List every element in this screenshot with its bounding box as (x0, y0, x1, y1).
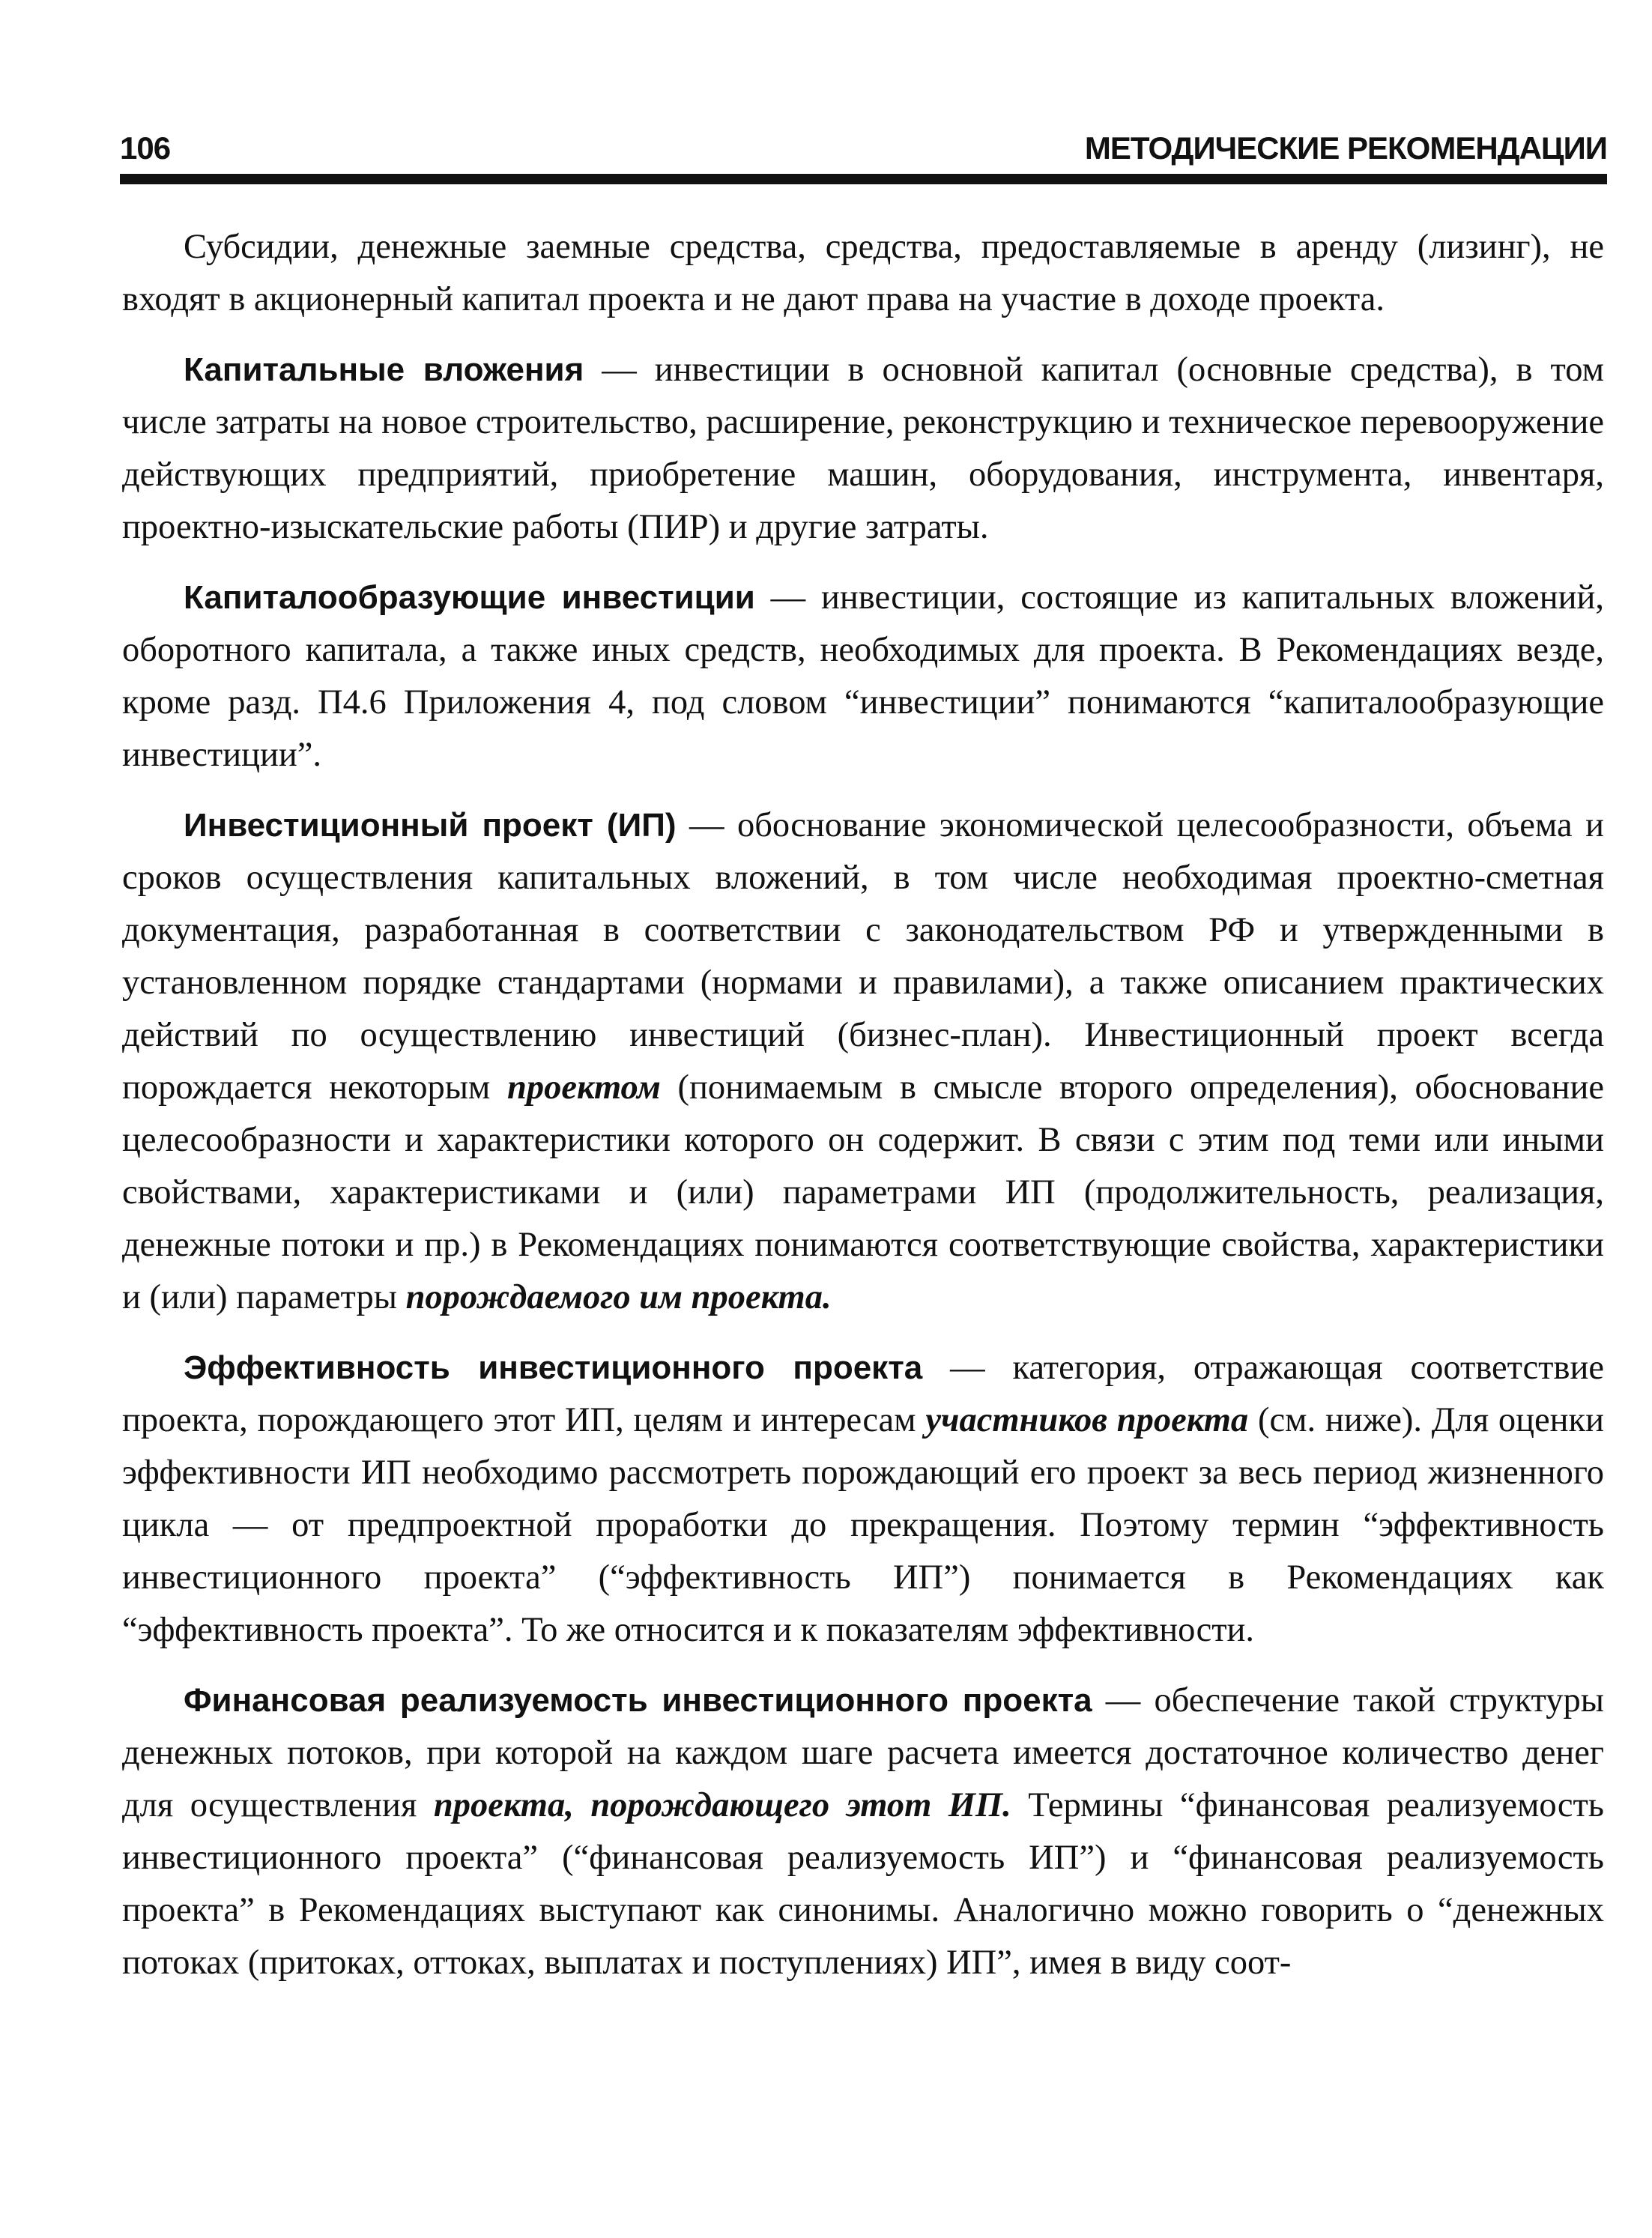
paragraph-text: — обеспечение такой структуры денежных потоков, при которой на каждом шаге расчета имеется достаточное количество денег для осуществления (122, 1681, 1604, 1824)
page-number: 106 (120, 130, 171, 166)
paragraph-text: (понимаемым в смысле второго определения), обоснование целесообразности и характеристики которого он содержит. В связи с этим под теми или иными свойствами, характеристиками и (или) параметрами ИП (продолжительность, реализация, денежные потоки и пр.) в Рекомендациях понимаются соответствующие свойства, характеристики и (или) параметры (122, 1068, 1604, 1316)
emphasized-text: участников проекта (925, 1401, 1249, 1439)
defined-term: Финансовая реализуемость инвестиционного проекта (184, 1682, 1092, 1719)
defined-term: Капитальные вложения (184, 351, 584, 388)
paragraph (122, 1675, 1604, 1989)
defined-term: Инвестиционный проект (ИП) (184, 807, 677, 844)
paragraph (122, 1342, 1604, 1657)
emphasized-text: порождаемого им проекта. (405, 1278, 832, 1316)
paragraph-text: — обоснование экономической целесообразности, объема и сроков осуществления капитальных вложений, в том числе необходимая проектно-сметная документация, разработанная в соответствии с законодательством РФ и утвержденными в установленном порядке стандартами (нормами и правилами), а также описанием практических действий по осуществлению инвестиций (бизнес-план). Инвестиционный проект всегда порождается некоторым (122, 806, 1604, 1107)
paragraph (122, 572, 1604, 781)
paragraph (122, 799, 1604, 1324)
paragraph-text: — инвестиции, состоящие из капитальных вложений, оборотного капитала, а также иных средств, необходимых для проекта. В Рекомендациях везде, кроме разд. П4.6 Приложения 4, под словом “инвестиции” понимаются “капиталообразующие инвестиции”. (122, 578, 1604, 774)
emphasized-text: проекта, порождающего этот ИП. (433, 1786, 1011, 1824)
paragraph-text: — категория, отражающая соответствие проекта, порождающего этот ИП, целям и интересам (122, 1349, 1604, 1439)
body-text (122, 221, 1604, 2007)
header-rule (120, 174, 1607, 184)
paragraph-text: — инвестиции в основной капитал (основные средства), в том числе затраты на новое строительство, расширение, реконструкцию и техническое перевооружение действующих предприятий, приобретение машин, оборудования, инструмента, инвентаря, проектно-изыскательские работы (ПИР) и другие затраты. (122, 351, 1604, 546)
paragraph (122, 221, 1604, 326)
paragraph-text: (см. ниже). Для оценки эффективности ИП необходимо рассмотреть порождающий его проект за весь период жизненного цикла — от предпроектной проработки до прекращения. Поэтому термин “эффективность инвестиционного проекта” (“эффективность ИП”) понимается в Рекомендациях как “эффективность проекта”. То же относится и к показателям эффективности. (122, 1401, 1605, 1649)
defined-term: Эффективность инвестиционного проекта (184, 1349, 923, 1386)
running-title: МЕТОДИЧЕСКИЕ РЕКОМЕНДАЦИИ (1084, 130, 1607, 166)
defined-term: Капиталообразующие инвестиции (184, 579, 755, 616)
paragraph (122, 344, 1604, 554)
page-header (120, 127, 1607, 172)
emphasized-text: проектом (507, 1068, 661, 1107)
paragraph-text: Термины “финансовая реализуемость инвестиционного проекта” (“финансовая реализуемость ИП”) и “финансовая реализуемость проекта” в Рекомендациях выступают как синонимы. Аналогично можно говорить о “денежных потоках (притоках, оттоках, выплатах и поступлениях) ИП”, имея в виду соот- (122, 1786, 1605, 1982)
paragraph-text: Субсидии, денежные заемные средства, средства, предоставляемые в аренду (лизинг), не входят в акционерный капитал проекта и не дают права на участие в доходе проекта. (122, 228, 1604, 318)
